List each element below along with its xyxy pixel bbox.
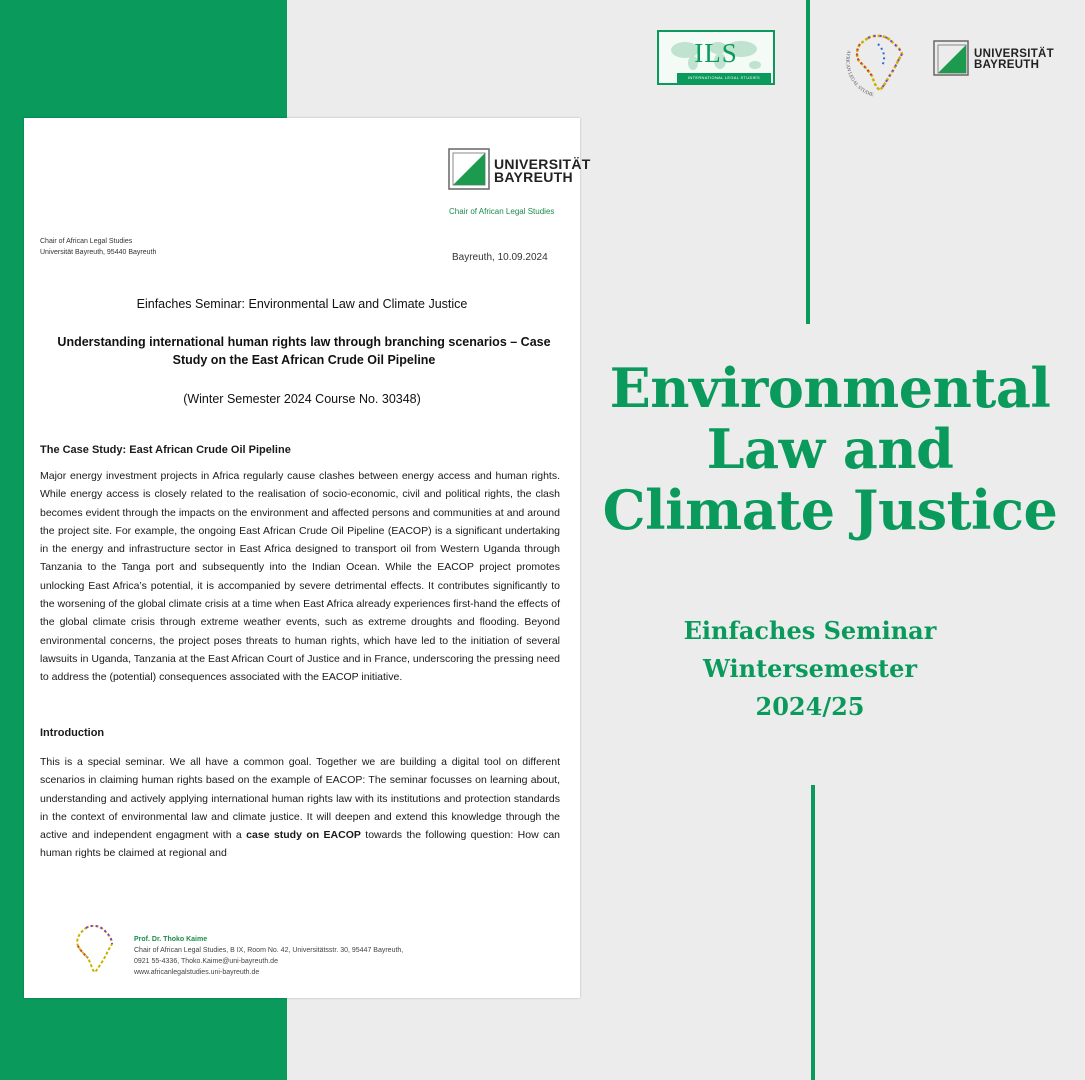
intro-text-part-2: towards the following question: How can human rights be claimed at regional and [40,829,561,860]
intro-text-bold: case study on EACOP [246,829,361,842]
semester-year: 2024/25 [755,692,865,721]
doc-date: Bayreuth, 10.09.2024 [452,252,548,263]
doc-footer [134,934,403,978]
footer-african-legal-studies-logo [60,918,120,978]
seminar-document [24,118,591,998]
doc-university-line2: BAYREUTH [494,169,573,185]
doc-section-title-case-study: The Case Study: East African Crude Oil Pipeline [40,444,291,456]
african-legal-studies-logo [838,30,910,100]
doc-heading-2: Understanding international human rights law through branching scenarios – Case Study on the East African Crude Oil Pipeline [57,335,551,367]
doc-heading-1: Einfaches Seminar: Environmental Law and Climate Justice [136,297,468,311]
seminar-info [660,612,960,726]
doc-paragraph-case-study: Major energy investment projects in Africa regularly cause clashes between energy access and human rights. While energy access is closely related to the realisation of socio-economic, civil and political rights, the clash becomes evident through the impacts on the environment and affected persons and communities at and around the project site. For example, the ongoing East African Crude Oil Pipeline (EACOP) is a significant undertaking in the energy and infrastructure sector in East Africa designed to transport oil from Western Uganda through Tanzania to the Tanga port and subsequently into the Indian Ocean. While the EACOP project promotes unlocking East Africa’s potential, it is accompanied by severe detrimental effects. It contributes significantly to the worsening of the global climate crisis at a time when East Africa already experiences first-hand the effects of the global climate crisis through extreme weather events, such as extreme droughts and flooding. Beyond environmental concerns, the project poses threats to human rights, which have led to the initiation of several lawsuits in Uganda, Tanzania at the East African Court of Justice and in France, underscoring the pressing need to address the (potential) consequences associated with the EACOP initiative. [40,470,560,684]
doc-university-line1: UNIVERSITÄT [494,156,591,172]
divider-line-bottom [811,785,815,1080]
svg-text:AFRICAN LEGAL STUDIES [838,30,874,98]
semester-label: Wintersemester [702,654,918,683]
doc-chair-label: Chair of African Legal Studies [449,207,555,216]
title-line-2: Law and [706,417,954,481]
footer-name: Prof. Dr. Thoko Kaime [134,936,208,943]
doc-section-title-introduction: Introduction [40,727,105,739]
doc-heading-3: (Winter Semester 2024 Course No. 30348) [183,392,421,406]
ils-caption: INTERNATIONAL LEGAL STUDIES [677,73,771,83]
university-name-line1: UNIVERSITÄT [974,48,1054,60]
ils-letters: ILS [694,38,738,68]
footer-website: www.africanlegalstudies.uni-bayreuth.de [134,969,260,976]
university-mark-icon [448,148,490,190]
doc-paragraph-introduction [40,753,560,863]
title-line-3: Climate Justice [602,478,1058,542]
ils-logo [657,30,775,85]
footer-address: Chair of African Legal Studies, B IX, Room No. 42, Universitätsstr. 30, 95447 Bayreuth, [134,947,404,954]
document-university-logo [448,148,591,193]
sender-line-2: Universität Bayreuth, 95440 Bayreuth [40,249,157,256]
university-bayreuth-logo [933,40,1053,78]
divider-line-top [806,0,810,324]
doc-sender-address [40,236,156,258]
title-line-1: Environmental [609,356,1051,420]
footer-contact: 0921 55-4336, Thoko.Kaime@uni-bayreuth.de [134,958,278,965]
seminar-type: Einfaches Seminar [683,616,937,645]
sender-line-1: Chair of African Legal Studies [40,238,133,245]
university-mark-icon [933,40,969,76]
intro-text-part-1: This is a special seminar. We all have a common goal. Together we are building a digital tool on different scenarios in claiming human rights based on the example of EACOP: The seminar focusses on learning about, understanding and actively applying international human rights law with its institutions and protection standards in the context of environmental law and climate justice. It will deepen and extend this knowledge through the active and independent engagment with a [40,756,560,842]
university-name-line2: BAYREUTH [974,59,1040,71]
main-title [575,358,1085,541]
african-legal-studies-text: AFRICAN LEGAL STUDIE [844,49,874,99]
